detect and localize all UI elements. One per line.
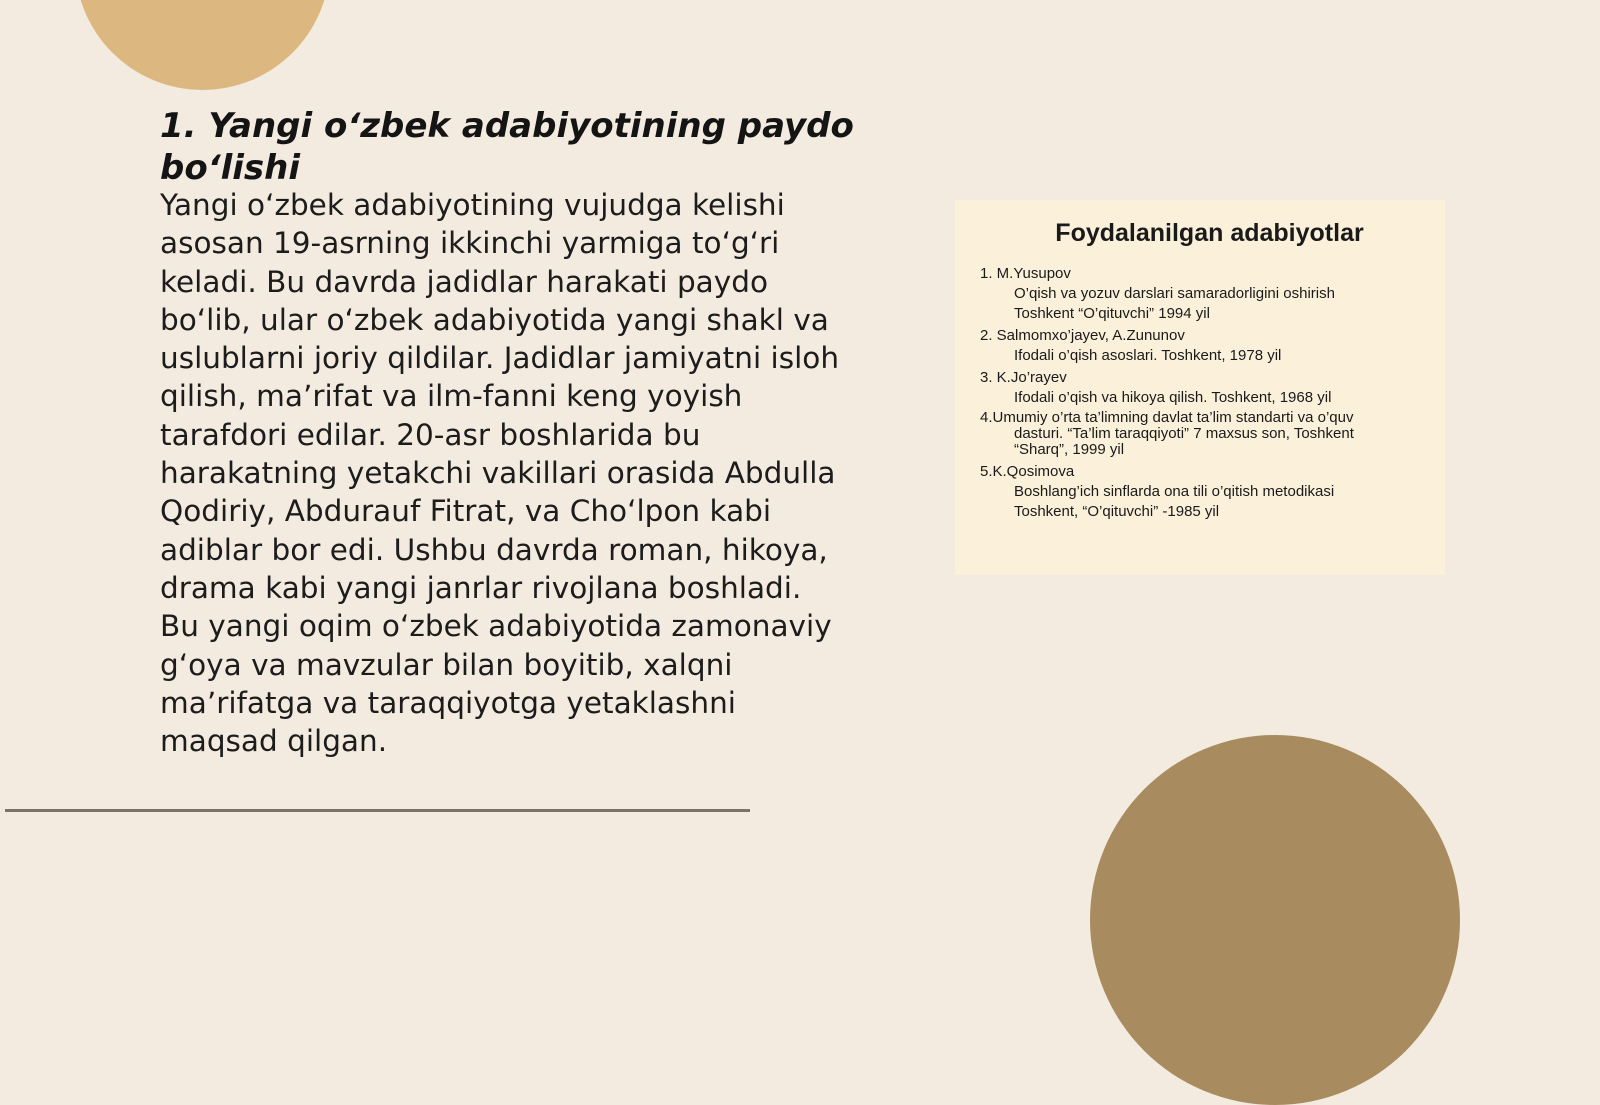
reference-line: “Sharq”, 1999 yil (1014, 441, 1125, 458)
references-card (955, 200, 1445, 575)
reference-item (980, 368, 1429, 408)
reference-line: Boshlang’ich sinflarda ona tili o’qitish metodikasi (1014, 483, 1335, 500)
slide-body-text: Yangi o‘zbek adabiyotining vujudga kelishi asosan 19-asrning ikkinchi yarmiga to‘g‘ri keladi. Bu davrda jadidlar harakati paydo bo‘lib, ular o‘zbek adabiyotida yangi shakl va uslublarni joriy qildilar. Jadidlar jamiyatni isloh qilish, ma’rifat va ilm-fanni keng yoyish tarafdori edilar. 20-asr boshlarida bu harakatning yetakchi vakillari orasida Abdulla Qodiriy, Abdurauf Fitrat, va Cho‘lpon kabi adiblar bor edi. Ushbu davrda roman, hikoya, drama kabi yangi janrlar rivojlana boshladi. Bu yangi oqim o‘zbek adabiyotida zamonaviy g‘oya va mavzular bilan boyitib, xalqni ma’rifatga va taraqqiyotga yetaklashni maqsad qilgan. (160, 188, 840, 759)
reference-head: 4.Umumiy o’rta ta’limning davlat ta’lim standarti va o’quv (980, 409, 1354, 426)
reference-line: O’qish va yozuv darslari samaradorligini oshirish (1014, 285, 1335, 302)
reference-line: dasturi. “Ta’lim taraqqiyoti” 7 maxsus son, Toshkent (1014, 425, 1354, 442)
reference-head: 1. M.Yusupov (980, 265, 1071, 282)
reference-item (980, 326, 1429, 366)
reference-line: Ifodali o’qish va hikoya qilish. Toshkent, 1968 yil (1014, 389, 1332, 406)
reference-line: Toshkent, “O’qituvchi” -1985 yil (1014, 503, 1220, 520)
decorative-circle-bottom (1090, 735, 1460, 1105)
reference-item (980, 410, 1429, 458)
reference-item (980, 264, 1429, 324)
divider-line (5, 809, 750, 812)
reference-line: Toshkent “O’qituvchi” 1994 yil (1014, 305, 1210, 322)
decorative-circle-top (75, 0, 330, 90)
slide-title: 1. Yangi o‘zbek adabiyotining paydo bo‘lishi (160, 106, 854, 188)
reference-item (980, 462, 1429, 522)
reference-head: 2. Salmomxo’jayev, A.Zununov (980, 327, 1185, 344)
reference-head: 3. K.Jo’rayev (980, 369, 1067, 386)
reference-head: 5.K.Qosimova (980, 463, 1075, 480)
references-title: Foydalanilgan adabiyotlar (1055, 219, 1364, 247)
reference-line: Ifodali o’qish asoslari. Toshkent, 1978 yil (1014, 347, 1282, 364)
